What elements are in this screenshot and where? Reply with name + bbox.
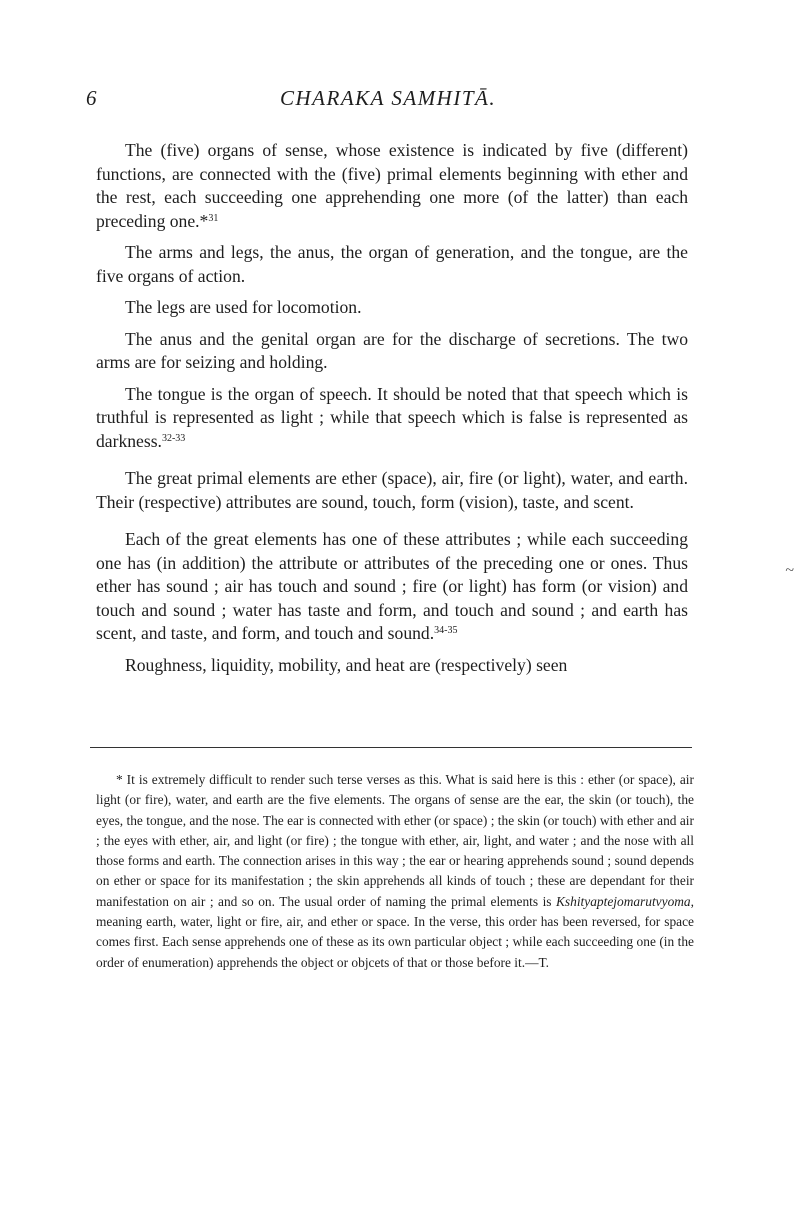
paragraph-anus-genital: The anus and the genital organ are for the discharge of secretions. The two arms are for seizing and holding. (96, 328, 688, 372)
footnote: * It is extremely difficult to render such terse verses as this. What is said here is this : ether (or space), air light (or fire), water, and earth are the five elements. The organs of sense are the ear, the skin (or touch), the eyes, the tongue, and the nose. The ear is connected with ether (or space) ; the skin (or touch) with ether and air ; the eyes with ether, air, and light (or fire) ; the tongue with ether, air, light, and water ; and the nose with all those forms and earth. The connection arises in this way ; the ear or hearing apprehends sound ; sound depends on ether or space for its manifestation ; the skin apprehends all kinds of touch ; these are dependant for their manifestation on air ; and so on. The usual order of naming the primal elements is Kshityaptejomarutvyoma, meaning earth, water, light or fire, air, and ether or space. In the verse, this order has been reversed, for space comes first. Each sense apprehends one of these as its own particular object ; while each succeeding one (in the order of enumeration) apprehends the object or objcets of that or those before it.—T. (96, 772, 694, 970)
paragraph-attributes: Each of the great elements has one of these attributes ; while each succeeding one has (in addition) the attribute or attributes of the preceding one or ones. Thus ether has sound ; air has touch and sound ; fire (or light) has form (or vision) and touch and sound ; water has taste and form, and touch and sound ; and earth has scent, and taste, and form, and touch and sound.$^{34-35}$ (96, 529, 688, 643)
paragraph-organs-of-sense: The (five) organs of sense, whose existence is indicated by five (different) functions, are connected with the (five) primal elements beginning with ether and the rest, each succeeding one apprehending one more (of the latter) than each preceding one.*$^{31}$ (96, 140, 688, 231)
verse-ref: 31 (208, 212, 219, 224)
verse-ref: 34-35 (434, 625, 458, 636)
main-text (96, 139, 688, 685)
paragraph-roughness: Roughness, liquidity, mobility, and heat are (respectively) seen (125, 654, 568, 675)
margin-mark-icon: ~ (785, 562, 794, 579)
footnote-divider (90, 747, 692, 748)
paragraph-primal-elements: The great primal elements are ether (space), air, fire (or light), water, and earth. Their (respective) attributes are sound, touch, form (vision), taste, and scent. (96, 468, 688, 512)
running-title: CHARAKA SAMHITĀ. (280, 86, 497, 110)
verse-ref: 32-33 (161, 432, 186, 444)
page-header (86, 86, 706, 114)
paragraph-legs: The legs are used for locomotion. (125, 297, 362, 317)
paragraph-tongue: The tongue is the organ of speech. It should be noted that that speech which is truthful is represented as light ; while that speech which is false is represented as darkness.$^{32-33}$ (96, 383, 688, 451)
paragraph-organs-of-action: The arms and legs, the anus, the organ of generation, and the tongue, are the five organs of action. (96, 242, 688, 286)
sanskrit-term: Kshityaptejomarutvyoma (556, 893, 691, 909)
page-number: 6 (86, 86, 97, 110)
